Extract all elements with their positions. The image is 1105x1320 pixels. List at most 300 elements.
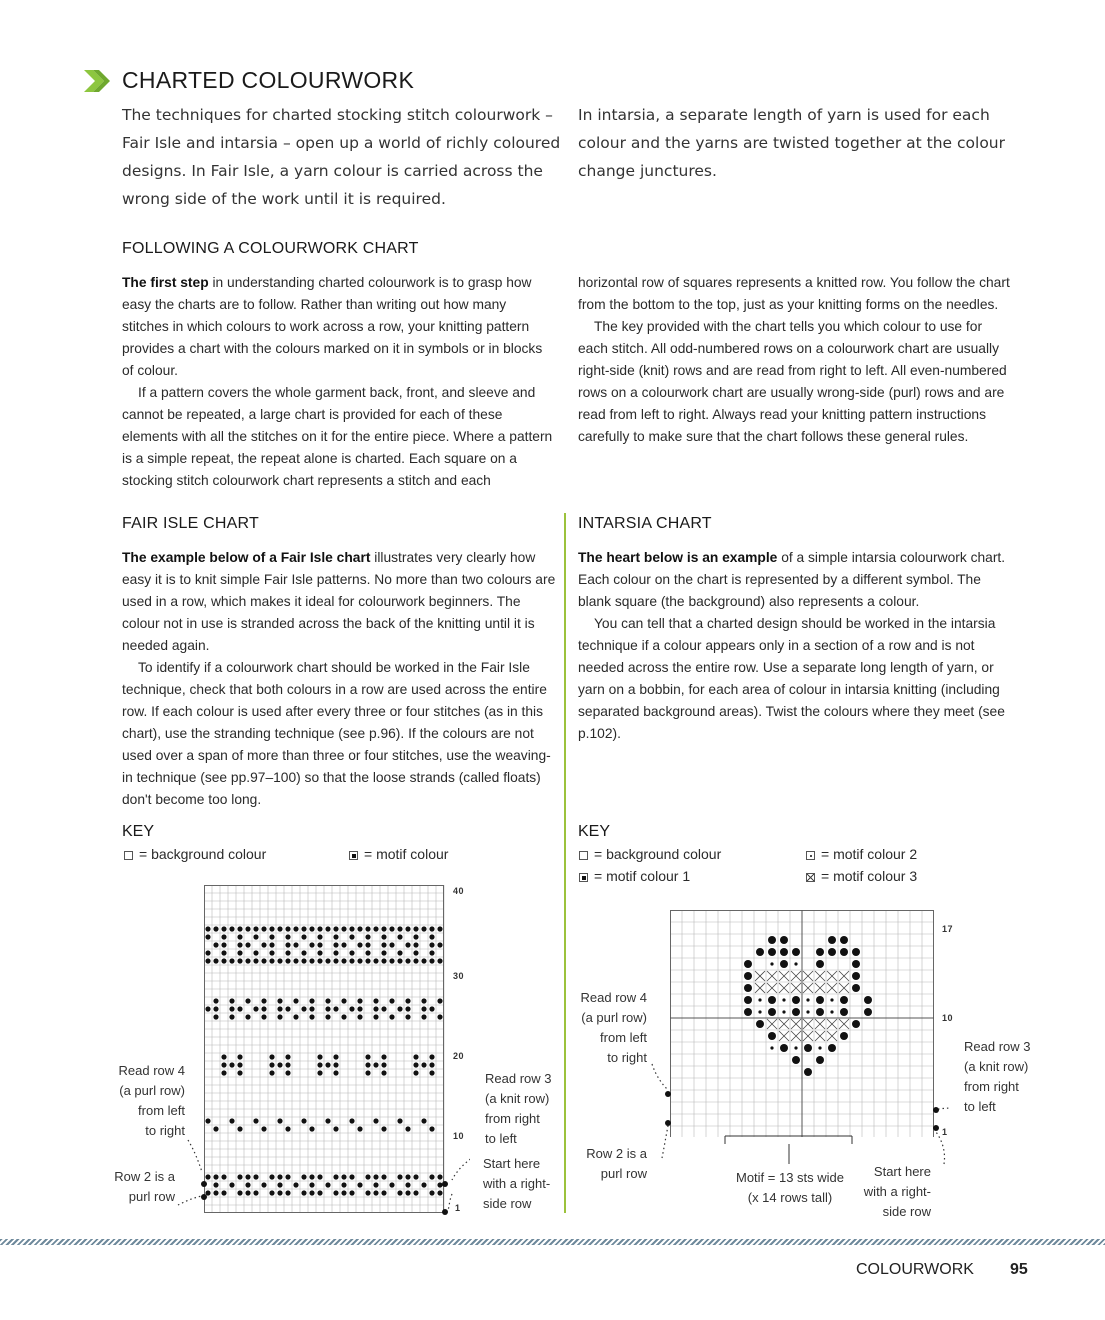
- stitch-dot: [381, 1054, 386, 1059]
- following-p3: horizontal row of squares represents a knitted row. You follow the chart from the bottom to the top, just as your knitting forms on the needles.: [578, 275, 1010, 312]
- stitch-dot: [317, 942, 322, 947]
- stitch-dot: [285, 1006, 290, 1011]
- stitch-dot: [285, 926, 290, 931]
- fair-isle-anno-row3: Read row 3 (a knit row) from right to left: [485, 1071, 552, 1146]
- stitch-dot: [437, 942, 442, 947]
- intarsia-p1: of a simple intarsia colourwork chart. Each colour on the chart is represented by a different symbol. The blank square (the background) also represents a colour.: [578, 550, 1006, 609]
- intarsia-key-m3: = motif colour 3: [806, 868, 917, 884]
- following-heading: FOLLOWING A COLOURWORK CHART: [122, 240, 419, 257]
- stitch-dot: [221, 958, 226, 963]
- fair-isle-row-label-1: 1: [455, 1203, 461, 1213]
- stitch-dot: [317, 934, 322, 939]
- stitch-dot: [245, 998, 250, 1003]
- stitch-dot: [413, 934, 418, 939]
- stitch-dot: [269, 926, 274, 931]
- stitch-dot: [421, 998, 426, 1003]
- stitch-dot: [840, 948, 848, 956]
- stitch-dot: [429, 1062, 434, 1067]
- stitch-dot: [205, 1006, 210, 1011]
- stitch-dot: [792, 996, 800, 1004]
- stitch-dot: [277, 926, 282, 931]
- stitch-dot: [421, 1062, 426, 1067]
- stitch-dot: [269, 1062, 274, 1067]
- stitch-dot: [381, 950, 386, 955]
- stitch-dot: [269, 934, 274, 939]
- stitch-dot: [213, 926, 218, 931]
- following-col-right: [578, 272, 1014, 448]
- stitch-dot: [293, 926, 298, 931]
- stitch-dot: [864, 996, 872, 1004]
- stitch-dot: [261, 958, 266, 963]
- intarsia-anno-row3: Read row 3 (a knit row) from right to left: [964, 1039, 1031, 1114]
- stitch-dot: [205, 950, 210, 955]
- intarsia-row-label-10: 10: [942, 1013, 954, 1023]
- stitch-dot: [293, 942, 298, 947]
- stitch-dot: [413, 958, 418, 963]
- stitch-dot: [756, 1020, 764, 1028]
- intarsia-p2: You can tell that a charted design should be worked in the intarsia technique if a colour appears only in a section of a row and is not needed across the entire row. Use a separate long length of yarn, or yarn on a bobbin, for each area of colour in intarsia knitting (including separated background areas). Twist the colours where they meet (see p.102).: [578, 616, 1005, 741]
- stitch-dot: [237, 1006, 242, 1011]
- small-dot: [782, 1010, 785, 1013]
- stitch-dot: [285, 958, 290, 963]
- intarsia-key-m2: = motif colour 2: [806, 846, 917, 862]
- stitch-dot: [309, 998, 314, 1003]
- stitch-dot: [301, 934, 306, 939]
- stitch-dot: [309, 942, 314, 947]
- intarsia-anno-row4: Read row 4 (a purl row) from left to right: [580, 990, 647, 1065]
- stitch-dot: [229, 1062, 234, 1067]
- stitch-dot: [277, 1062, 282, 1067]
- stitch-dot: [421, 1006, 426, 1011]
- stitch-dot: [245, 942, 250, 947]
- stitch-dot: [437, 998, 442, 1003]
- stitch-dot: [293, 1014, 298, 1019]
- stitch-dot: [389, 942, 394, 947]
- small-dot: [830, 1010, 833, 1013]
- stitch-dot: [333, 950, 338, 955]
- following-p1: in understanding charted colourwork is to grasp how easy the charts are to follow. Rather than writing out how many stitches in which colours to work across a row, your knitting pattern provides a chart with the colours marked on it in symbols or in blocks of colour.: [122, 275, 543, 378]
- stitch-dot: [317, 1054, 322, 1059]
- stitch-dot: [317, 1062, 322, 1067]
- stitch-dot: [429, 934, 434, 939]
- stitch-dot: [285, 934, 290, 939]
- stitch-dot: [261, 1006, 266, 1011]
- stitch-dot: [261, 1014, 266, 1019]
- stitch-dot: [381, 942, 386, 947]
- stitch-dot: [381, 934, 386, 939]
- stitch-dot: [301, 958, 306, 963]
- small-dot: [806, 998, 809, 1001]
- stitch-dot: [205, 958, 210, 963]
- stitch-dot: [221, 950, 226, 955]
- stitch-dot: [285, 1054, 290, 1059]
- stitch-dot: [333, 958, 338, 963]
- stitch-dot: [357, 926, 362, 931]
- stitch-dot: [269, 1070, 274, 1075]
- fair-isle-anno-start: Start here with a right- side row: [483, 1156, 551, 1211]
- stitch-dot: [309, 958, 314, 963]
- stitch-dot: [221, 934, 226, 939]
- stitch-dot: [852, 984, 860, 992]
- stitch-dot: [349, 926, 354, 931]
- stitch-dot: [341, 926, 346, 931]
- fair-isle-p1: illustrates very clearly how easy it is to knit simple Fair Isle patterns. No more than two colours are used in a row, which makes it ideal for colourwork beginners. The colour not in use is stranded across the back of the knitting until it is needed again.: [122, 550, 556, 653]
- stitch-dot: [229, 926, 234, 931]
- stitch-dot: [341, 998, 346, 1003]
- fair-isle-p1-bold: The example below of a Fair Isle chart: [122, 550, 371, 565]
- cross-square-icon: [806, 873, 815, 882]
- stitch-dot: [285, 942, 290, 947]
- fair-isle-row-label-10: 10: [453, 1131, 465, 1141]
- stitch-dot: [365, 926, 370, 931]
- small-dot: [782, 998, 785, 1001]
- stitch-dot: [365, 942, 370, 947]
- fair-isle-text: [122, 547, 556, 811]
- empty-square-icon: [579, 851, 588, 860]
- stitch-dot: [301, 950, 306, 955]
- following-p1-bold: The first step: [122, 275, 209, 290]
- stitch-dot: [325, 998, 330, 1003]
- stitch-dot: [221, 942, 226, 947]
- stitch-dot: [205, 926, 210, 931]
- fair-isle-row-label-20: 20: [453, 1051, 465, 1061]
- stitch-dot: [317, 958, 322, 963]
- stitch-dot: [325, 958, 330, 963]
- stitch-dot: [429, 926, 434, 931]
- stitch-dot: [221, 1054, 226, 1059]
- stitch-dot: [373, 1062, 378, 1067]
- stitch-dot: [309, 926, 314, 931]
- stitch-dot: [389, 926, 394, 931]
- stitch-dot: [229, 1014, 234, 1019]
- stitch-dot: [269, 942, 274, 947]
- stitch-dot: [429, 950, 434, 955]
- stitch-dot: [285, 1062, 290, 1067]
- stitch-dot: [405, 1006, 410, 1011]
- stitch-dot: [333, 934, 338, 939]
- stitch-dot: [237, 950, 242, 955]
- stitch-dot: [213, 958, 218, 963]
- stitch-dot: [381, 1006, 386, 1011]
- following-p2: If a pattern covers the whole garment back, front, and sleeve and cannot be repeated, a large chart is provided for each of these elements with all the stitches on it for the entire piece. Where a pattern is a simple repeat, the repeat alone is charted. Each square on a stocking stitch colourwork chart represents a stitch and each: [122, 385, 553, 488]
- stitch-dot: [780, 960, 788, 968]
- stitch-dot: [253, 1006, 258, 1011]
- small-dot: [758, 998, 761, 1001]
- stitch-dot: [253, 950, 258, 955]
- stitch-dot: [397, 926, 402, 931]
- stitch-dot: [373, 958, 378, 963]
- stitch-dot: [429, 942, 434, 947]
- fair-isle-row-label-30: 30: [453, 971, 465, 981]
- stitch-dot: [237, 1054, 242, 1059]
- stitch-dot: [285, 950, 290, 955]
- stitch-dot: [852, 1020, 860, 1028]
- stitch-dot: [221, 926, 226, 931]
- stitch-dot: [389, 958, 394, 963]
- stitch-dot: [333, 1054, 338, 1059]
- fair-isle-key-bg: = background colour: [124, 846, 266, 862]
- stitch-dot: [317, 926, 322, 931]
- stitch-dot: [405, 958, 410, 963]
- stitch-dot: [269, 950, 274, 955]
- stitch-dot: [421, 958, 426, 963]
- stitch-dot: [333, 942, 338, 947]
- stitch-dot: [413, 1062, 418, 1067]
- stitch-dot: [357, 1014, 362, 1019]
- stitch-dot: [381, 1070, 386, 1075]
- stitch-dot: [269, 958, 274, 963]
- stitch-dot: [397, 950, 402, 955]
- stitch-dot: [237, 926, 242, 931]
- intarsia-anno-start: Start here with a right- side row: [863, 1164, 931, 1219]
- stitch-dot: [277, 958, 282, 963]
- stitch-dot: [816, 1008, 824, 1016]
- stitch-dot: [816, 948, 824, 956]
- stitch-dot: [437, 1014, 442, 1019]
- stitch-dot: [341, 958, 346, 963]
- footer-page-number: 95: [1010, 1261, 1028, 1278]
- stitch-dot: [229, 958, 234, 963]
- stitch-dot: [253, 958, 258, 963]
- stitch-dot: [840, 1008, 848, 1016]
- stitch-dot: [792, 1008, 800, 1016]
- footer-section: COLOURWORK: [856, 1261, 974, 1278]
- intarsia-leaders: [640, 1040, 950, 1170]
- stitch-dot: [229, 998, 234, 1003]
- stitch-dot: [229, 1006, 234, 1011]
- stitch-dot: [261, 942, 266, 947]
- stitch-dot: [373, 998, 378, 1003]
- stitch-dot: [213, 1014, 218, 1019]
- small-dot: [758, 1010, 761, 1013]
- stitch-dot: [840, 996, 848, 1004]
- stitch-dot: [792, 948, 800, 956]
- stitch-dot: [780, 948, 788, 956]
- stitch-dot: [828, 936, 836, 944]
- stitch-dot: [205, 934, 210, 939]
- intarsia-text: [578, 547, 1014, 745]
- intarsia-key-bg: = background colour: [579, 846, 721, 862]
- stitch-dot: [365, 1062, 370, 1067]
- stitch-dot: [405, 1014, 410, 1019]
- stitch-dot: [349, 1006, 354, 1011]
- stitch-dot: [293, 998, 298, 1003]
- stitch-dot: [341, 942, 346, 947]
- stitch-dot: [840, 1032, 848, 1040]
- stitch-dot: [301, 1006, 306, 1011]
- stitch-dot: [221, 1070, 226, 1075]
- small-dot: [746, 962, 749, 965]
- filled-square-icon: [579, 873, 588, 882]
- stitch-dot: [333, 1006, 338, 1011]
- stitch-dot: [437, 926, 442, 931]
- stitch-dot: [213, 1006, 218, 1011]
- intarsia-anno-row2: Row 2 is a purl row: [586, 1146, 647, 1181]
- intro-right: In intarsia, a separate length of yarn is used for each colour and the yarns are twisted together at the colour change junctures.: [578, 106, 1006, 180]
- stitch-dot: [365, 1070, 370, 1075]
- stitch-dot: [381, 926, 386, 931]
- stitch-dot: [381, 958, 386, 963]
- stitch-dot: [768, 996, 776, 1004]
- stitch-dot: [864, 1008, 872, 1016]
- fair-isle-leaders: [170, 1120, 470, 1220]
- fair-isle-key-heading: KEY: [122, 823, 155, 840]
- small-dot-square-icon: [806, 851, 815, 860]
- stitch-dot: [405, 942, 410, 947]
- stitch-dot: [429, 1070, 434, 1075]
- stitch-dot: [309, 1006, 314, 1011]
- stitch-dot: [365, 1054, 370, 1059]
- stitch-dot: [333, 1062, 338, 1067]
- stitch-dot: [816, 996, 824, 1004]
- stitch-dot: [768, 936, 776, 944]
- stitch-dot: [213, 942, 218, 947]
- stitch-dot: [237, 958, 242, 963]
- stitch-dot: [245, 926, 250, 931]
- stitch-dot: [357, 958, 362, 963]
- stitch-dot: [309, 1014, 314, 1019]
- stitch-dot: [285, 1070, 290, 1075]
- intarsia-p1-bold: The heart below is an example: [578, 550, 778, 565]
- stitch-dot: [768, 1032, 776, 1040]
- stitch-dot: [405, 998, 410, 1003]
- stitch-dot: [349, 950, 354, 955]
- fair-isle-p2: To identify if a colourwork chart should be worked in the Fair Isle technique, check that both colours in a row are used across the entire row. If each colour is used after every three or four stitches (as in this chart), use the stranding technique (see p.96). If the colours are not used over a span of more than three or four stitches, use the weaving-in technique (see pp.97–100) so that the loose strands (called floats) don't become too long.: [122, 660, 551, 807]
- stitch-dot: [389, 1014, 394, 1019]
- stitch-dot: [429, 1006, 434, 1011]
- empty-square-icon: [124, 851, 133, 860]
- stitch-dot: [221, 1062, 226, 1067]
- stitch-dot: [253, 934, 258, 939]
- stitch-dot: [293, 958, 298, 963]
- small-dot: [770, 962, 773, 965]
- fair-isle-heading: FAIR ISLE CHART: [122, 515, 259, 532]
- stitch-dot: [397, 1006, 402, 1011]
- stitch-dot: [397, 958, 402, 963]
- stitch-dot: [397, 934, 402, 939]
- stitch-dot: [768, 1008, 776, 1016]
- stitch-dot: [301, 926, 306, 931]
- stitch-dot: [237, 934, 242, 939]
- stitch-dot: [373, 1014, 378, 1019]
- stitch-dot: [852, 948, 860, 956]
- stitch-dot: [261, 998, 266, 1003]
- stitch-dot: [277, 998, 282, 1003]
- following-p4: The key provided with the chart tells you which colour to use for each stitch. All odd-numbered rows on a colourwork chart are usually right-side (knit) rows and are read from right to left. All even-numbered rows on a colourwork chart are usually wrong-side (purl) rows and are read from left to right. Always read your knitting pattern instructions carefully to make sure that the chart follows these general rules.: [578, 319, 1007, 444]
- stitch-dot: [413, 1070, 418, 1075]
- stitch-dot: [357, 942, 362, 947]
- small-dot: [806, 1010, 809, 1013]
- stitch-dot: [325, 1006, 330, 1011]
- stitch-dot: [269, 1054, 274, 1059]
- page-title: CHARTED COLOURWORK: [122, 67, 415, 93]
- stitch-dot: [365, 958, 370, 963]
- stitch-dot: [341, 1014, 346, 1019]
- stitch-dot: [333, 1070, 338, 1075]
- stitch-dot: [253, 926, 258, 931]
- stitch-dot: [277, 1014, 282, 1019]
- stitch-dot: [325, 1014, 330, 1019]
- stitch-dot: [237, 1062, 242, 1067]
- stitch-dot: [437, 958, 442, 963]
- stitch-dot: [277, 1006, 282, 1011]
- stitch-dot: [768, 948, 776, 956]
- filled-square-icon: [349, 851, 358, 860]
- intarsia-row-label-1: 1: [942, 1127, 948, 1137]
- following-col-left: [122, 272, 554, 492]
- stitch-dot: [357, 998, 362, 1003]
- stitch-dot: [373, 1006, 378, 1011]
- stitch-dot: [237, 1070, 242, 1075]
- stitch-dot: [389, 998, 394, 1003]
- stitch-dot: [333, 926, 338, 931]
- stitch-dot: [325, 926, 330, 931]
- fair-isle-anno-row4: Read row 4 (a purl row) from left to right: [118, 1063, 185, 1138]
- stitch-dot: [852, 972, 860, 980]
- fair-isle-row-label-40: 40: [453, 886, 465, 896]
- stitch-dot: [744, 1008, 752, 1016]
- stitch-dot: [756, 948, 764, 956]
- stitch-dot: [852, 960, 860, 968]
- stitch-dot: [381, 1062, 386, 1067]
- stitch-dot: [413, 926, 418, 931]
- stitch-dot: [429, 1054, 434, 1059]
- stitch-dot: [828, 948, 836, 956]
- stitch-dot: [373, 926, 378, 931]
- stitch-dot: [261, 926, 266, 931]
- stitch-dot: [349, 934, 354, 939]
- stitch-dot: [365, 950, 370, 955]
- stitch-dot: [413, 942, 418, 947]
- fair-isle-anno-row2: Row 2 is a purl row: [114, 1169, 175, 1204]
- stitch-dot: [405, 926, 410, 931]
- intarsia-heading: INTARSIA CHART: [578, 515, 712, 532]
- stitch-dot: [429, 958, 434, 963]
- stitch-dot: [317, 950, 322, 955]
- stitch-dot: [357, 1006, 362, 1011]
- stitch-dot: [349, 958, 354, 963]
- small-dot: [830, 998, 833, 1001]
- stitch-dot: [421, 1014, 426, 1019]
- stitch-dot: [744, 996, 752, 1004]
- intro-left: The techniques for charted stocking stitch colourwork – Fair Isle and intarsia – open up a world of richly coloured designs. In Fair Isle, a yarn colour is carried across the wrong side of the work until it is required.: [122, 106, 561, 208]
- stitch-dot: [245, 958, 250, 963]
- fair-isle-key-motif: = motif colour: [349, 846, 448, 862]
- stitch-dot: [317, 1070, 322, 1075]
- stitch-dot: [421, 926, 426, 931]
- footer-band: [0, 1239, 1105, 1245]
- stitch-dot: [744, 972, 752, 980]
- intarsia-key-heading: KEY: [578, 823, 611, 840]
- small-dot: [818, 962, 821, 965]
- intarsia-anno-motif: Motif = 13 sts wide (x 14 rows tall): [735, 1170, 845, 1205]
- stitch-dot: [780, 936, 788, 944]
- stitch-dot: [245, 1014, 250, 1019]
- chevron-icon: [84, 70, 110, 92]
- stitch-dot: [744, 984, 752, 992]
- stitch-dot: [413, 950, 418, 955]
- stitch-dot: [840, 936, 848, 944]
- stitch-dot: [325, 1062, 330, 1067]
- small-dot: [794, 962, 797, 965]
- stitch-dot: [365, 934, 370, 939]
- stitch-dot: [413, 1054, 418, 1059]
- column-divider: [564, 513, 566, 1213]
- intarsia-row-label-17: 17: [942, 924, 954, 934]
- stitch-dot: [237, 942, 242, 947]
- intarsia-key-m1: = motif colour 1: [579, 868, 690, 884]
- stitch-dot: [213, 998, 218, 1003]
